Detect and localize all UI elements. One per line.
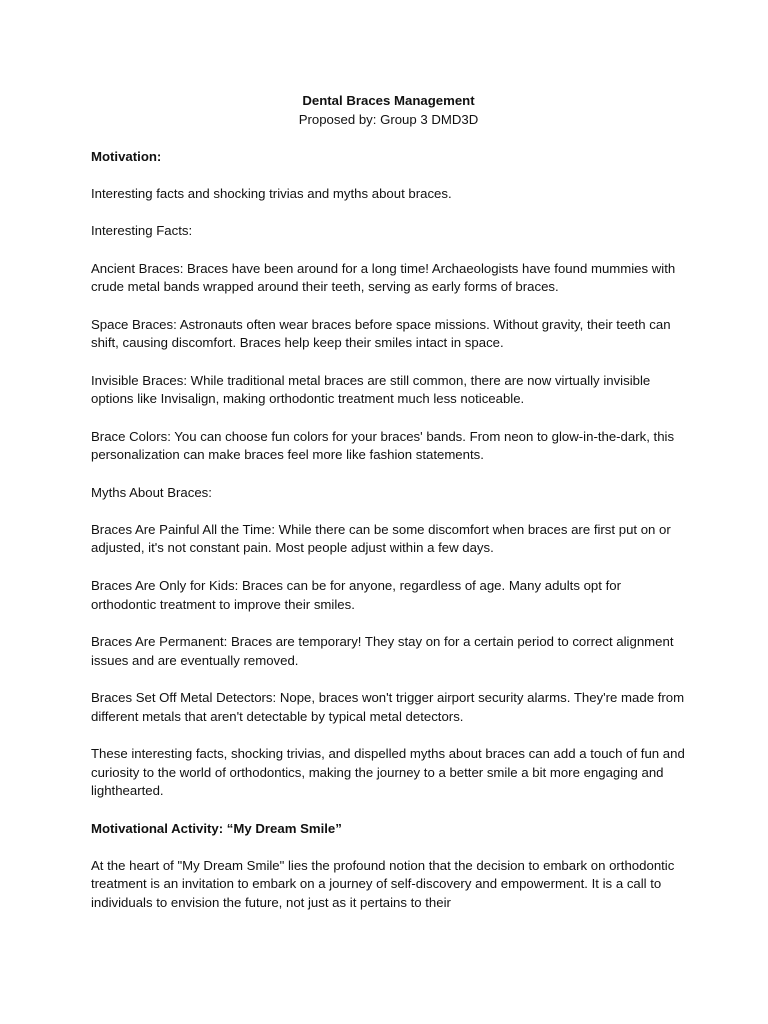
fact-paragraph-space-braces: Space Braces: Astronauts often wear braces before space missions. Without gravity, their teeth can shift, causing discomfort. Braces help keep their smiles intact in space. bbox=[91, 316, 671, 351]
facts-heading: Interesting Facts: bbox=[91, 223, 193, 239]
myth-paragraph-metal-detectors: Braces Set Off Metal Detectors: Nope, braces won't trigger airport security alarms. They're made from different metals that aren't detectable by typical metal detectors. bbox=[91, 690, 685, 724]
fact-paragraph-brace-colors: Brace Colors: You can choose fun colors for your braces' bands. From neon to glow-in-the-dark, this personalization can make braces feel more like fashion statements. bbox=[91, 428, 675, 463]
motivation-paragraph: Interesting facts and shocking trivias and myths about braces. bbox=[91, 186, 452, 202]
myth-paragraph-only-kids: Braces Are Only for Kids: Braces can be for anyone, regardless of age. Many adults opt for orthodontic treatment to improve their smiles. bbox=[91, 577, 621, 612]
fact-paragraph-invisible-braces: Invisible Braces: While traditional metal braces are still common, there are now virtually invisible options like Invisalign, making orthodontic treatment much less noticeable. bbox=[91, 372, 651, 407]
fact-paragraph-ancient-braces: Ancient Braces: Braces have been around for a long time! Archaeologists have found mummies with crude metal bands wrapped around their teeth, serving as early forms of braces. bbox=[91, 260, 676, 295]
document-title: Dental Braces Management bbox=[302, 93, 475, 108]
document-content bbox=[91, 92, 686, 913]
document-subtitle: Proposed by: Group 3 DMD3D bbox=[298, 111, 479, 127]
activity-heading: Motivational Activity: “My Dream Smile” bbox=[91, 820, 342, 836]
motivation-heading: Motivation: bbox=[91, 149, 162, 165]
closing-paragraph: These interesting facts, shocking trivias, and dispelled myths about braces can add a touch of fun and curiosity to the world of orthodontics, making the journey to a better smile a bit more engaging and lighthearted. bbox=[91, 746, 685, 799]
myth-paragraph-painful: Braces Are Painful All the Time: While there can be some discomfort when braces are first put on or adjusted, it's not constant pain. Most people adjust within a few days. bbox=[91, 521, 671, 556]
activity-paragraph: At the heart of "My Dream Smile" lies the profound notion that the decision to embark on orthodontic treatment is an invitation to embark on a journey of self-discovery and empowerment. It is a call to individuals to envision the future, not just as it pertains to their bbox=[91, 857, 675, 910]
myth-paragraph-permanent: Braces Are Permanent: Braces are temporary! They stay on for a certain period to correct alignment issues and are eventually removed. bbox=[91, 634, 674, 668]
myths-heading: Myths About Braces: bbox=[91, 484, 212, 500]
